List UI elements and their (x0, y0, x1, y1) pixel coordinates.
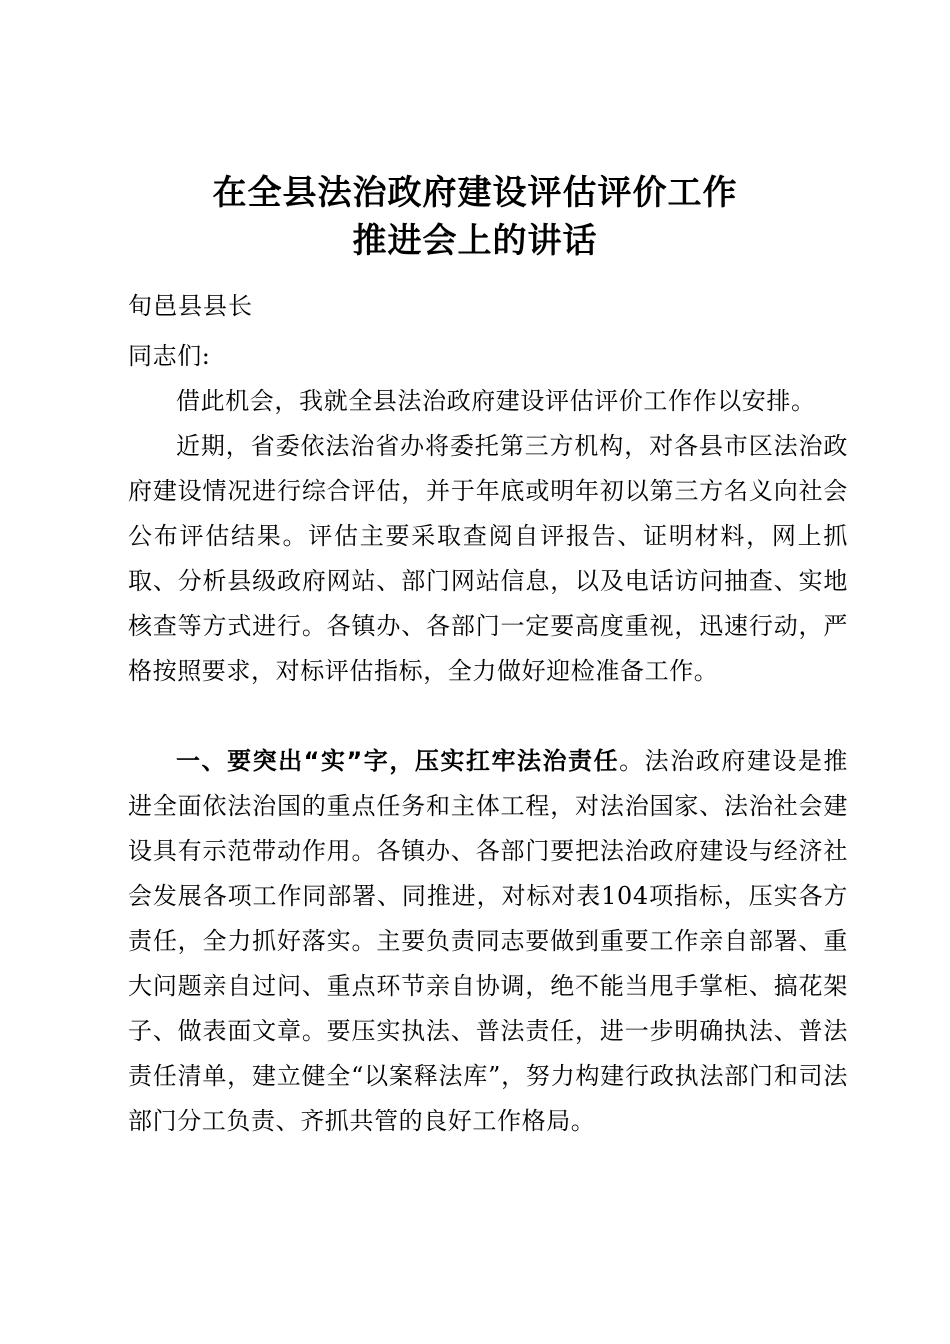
speaker-name: 旬邑县县长 (128, 292, 253, 320)
salutation: 同志们: (128, 342, 211, 370)
document-title-line-1: 在全县法治政府建设评估评价工作 (212, 173, 738, 213)
paragraph-section-1 (128, 739, 848, 1144)
section-1-heading: 一、要突出“实”字，压实扛牢法治责任 (176, 747, 620, 775)
section-1-text: 。法治政府建设是推进全面依法治国的重点任务和主体工程，对法治国家、法治社会建设具有示范带动作用。各镇办、各部门要把法治政府建设与经济社会发展各项工作同部署、同推进，对标对表104项指标，压实各方责任，全力抓好落实。主要负责同志要做到重要工作亲自部署、重大问题亲自过问、重点环节亲自协调，绝不能当甩手掌柜、搞花架子、做表面文章。要压实执法、普法责任，进一步明确执法、普法责任清单，建立健全“以案释法库”，努力构建行政执法部门和司法部门分工负责、齐抓共管的良好工作格局。 (128, 747, 848, 1135)
paragraph-assessment: 近期，省委依法治省办将委托第三方机构，对各县市区法治政府建设情况进行综合评估，并于年底或明年初以第三方名义向社会公布评估结果。评估主要采取查阅自评报告、证明材料，网上抓取、分析县级政府网站、部门网站信息，以及电话访问抽查、实地核查等方式进行。各镇办、各部门一定要高度重视，迅速行动，严格按照要求，对标评估指标，全力做好迎检准备工作。 (128, 432, 848, 685)
paragraph-intro: 借此机会，我就全县法治政府建设评估评价工作作以安排。 (176, 387, 816, 415)
document-title-line-2: 推进会上的讲话 (352, 221, 598, 261)
